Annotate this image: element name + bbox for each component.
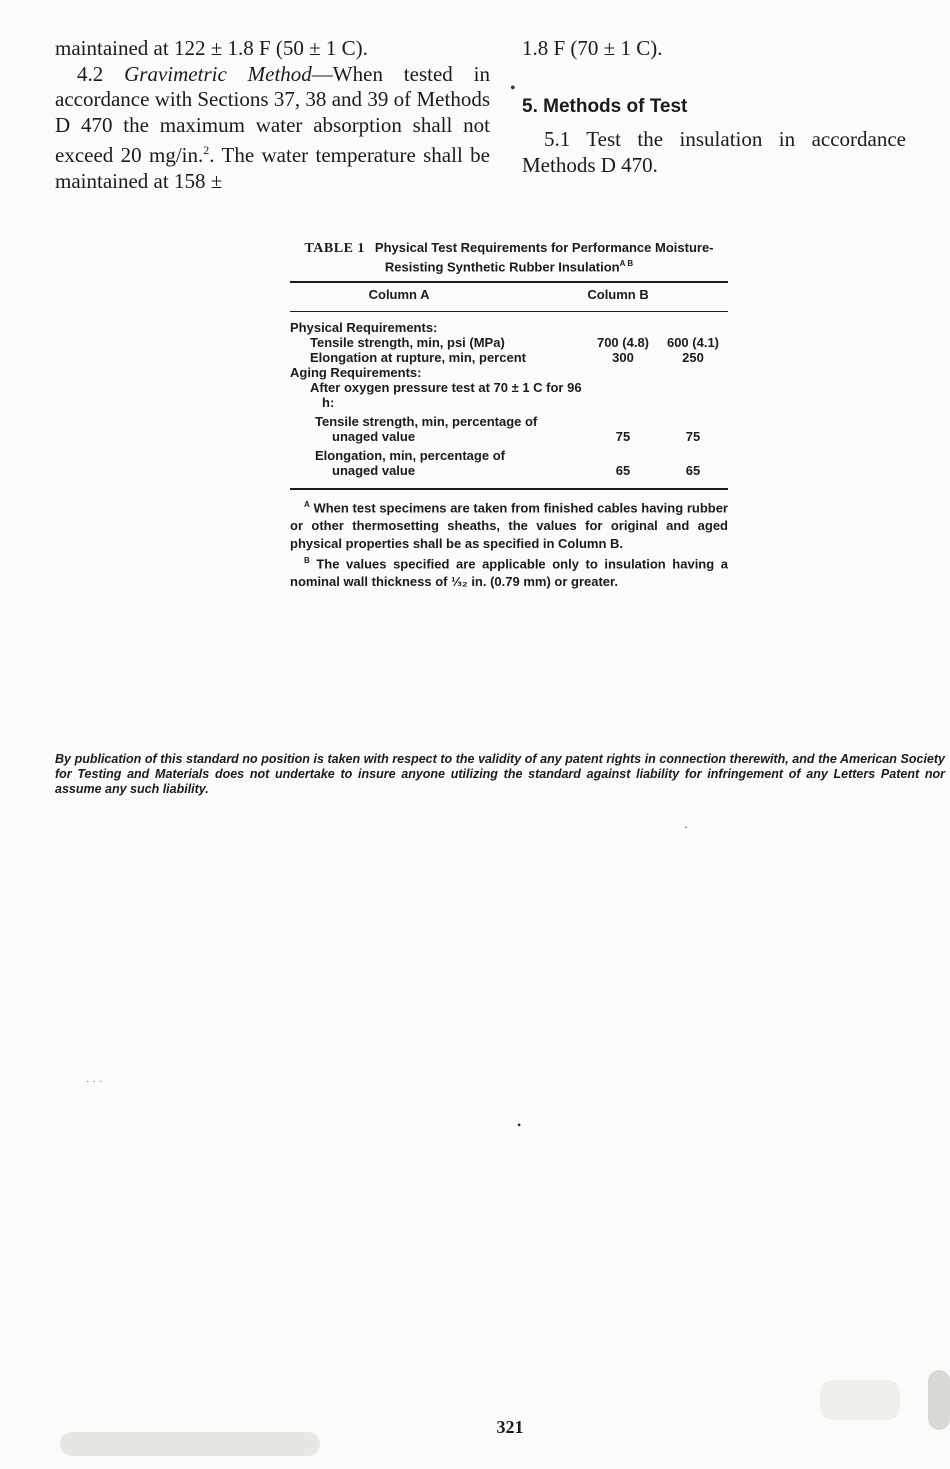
para-title: Gravimetric Method	[124, 61, 312, 86]
paragraph-5-1: 5.1 Test the insulation in accordance Methods D 470.	[522, 127, 906, 177]
table-row	[290, 365, 728, 380]
page-number: 321	[496, 1417, 524, 1437]
table-title: Physical Test Requirements for Performance Moisture-Resisting Synthetic Rubber Insulation	[374, 240, 714, 275]
table-row	[290, 335, 728, 350]
right-column	[522, 36, 906, 178]
table-row	[290, 350, 728, 365]
table-footnotes	[290, 496, 728, 590]
column-a-header: Column A	[368, 287, 430, 303]
stray-mark: ·	[684, 820, 688, 834]
para-text-end: . The water temperature shall be maintained at 158 ±	[55, 143, 490, 193]
row-label: Aging Requirements:	[290, 365, 422, 381]
scan-smudge	[820, 1380, 900, 1420]
value-column-a: 300	[612, 350, 634, 366]
value-column-b: 600 (4.1)	[666, 335, 720, 351]
stray-mark: •	[510, 80, 516, 97]
left-column	[55, 36, 490, 194]
continued-line: maintained at 122 ± 1.8 F (50 ± 1 C).	[55, 36, 368, 60]
table-caption	[290, 240, 728, 274]
value-column-b: 75	[685, 429, 701, 445]
continued-line: 1.8 F (70 ± 1 C).	[522, 36, 663, 60]
para-number: 4.2	[77, 61, 104, 86]
para-text: —When tested in accordance with Sections 37, 38 and 39 of Methods D 470 the maximum water absorption shall not exceed 20 mg/in.	[55, 61, 490, 167]
stray-mark: · · ·	[86, 1076, 103, 1088]
row-label: Tensile strength, min, percentage of unaged value	[315, 414, 538, 445]
row-label: Physical Requirements:	[290, 320, 438, 336]
row-label: Elongation, min, percentage of unaged value	[315, 448, 505, 479]
paragraph-4-2	[55, 62, 490, 195]
value-column-a: 700 (4.8)	[596, 335, 650, 351]
table-row	[290, 410, 728, 444]
table-number: TABLE 1	[304, 241, 365, 256]
column-b-header: Column B	[587, 287, 649, 303]
value-column-b: 65	[685, 463, 701, 479]
value-column-a: 75	[615, 429, 631, 445]
patent-disclaimer: By publication of this standard no position is taken with respect to the validity of any patent rights in connection therewith, and the American Society for Testing and Materials does not undertake to insure anyone utilizing the standard against liability for infringement of any Letters Patent nor assume any such liability.	[55, 752, 945, 796]
row-label: After oxygen pressure test at 70 ± 1 C for 96 h:	[310, 380, 582, 411]
row-label: Elongation at rupture, min, percent	[310, 350, 526, 366]
table-row	[290, 444, 728, 478]
footnote-a: $^A$ When test specimens are taken from finished cables having rubber or other thermosetting sheaths, the values for original and aged physical properties shall be as specified in Column B.	[290, 500, 728, 551]
row-label: Tensile strength, min, psi (MPa)	[310, 335, 505, 351]
footnote-ref: 2	[203, 143, 210, 157]
table-bottom-rule	[290, 488, 728, 490]
value-column-a: 65	[615, 463, 631, 479]
table-1	[290, 240, 728, 590]
table-body	[290, 320, 728, 478]
value-column-b: 250	[682, 350, 704, 366]
table-header-rule	[290, 311, 728, 312]
section-5-heading: 5. Methods of Test	[522, 95, 688, 117]
stray-mark: •	[517, 1118, 522, 1132]
footnote-b: $^B$ The values specified are applicable only to insulation having a nominal wall thickness of ⅓₂ in. (0.79 mm) or greater.	[290, 556, 728, 589]
table-row	[290, 320, 728, 335]
table-header	[290, 283, 728, 302]
caption-footnote-refs: A B	[619, 259, 634, 268]
table-row	[290, 380, 728, 410]
